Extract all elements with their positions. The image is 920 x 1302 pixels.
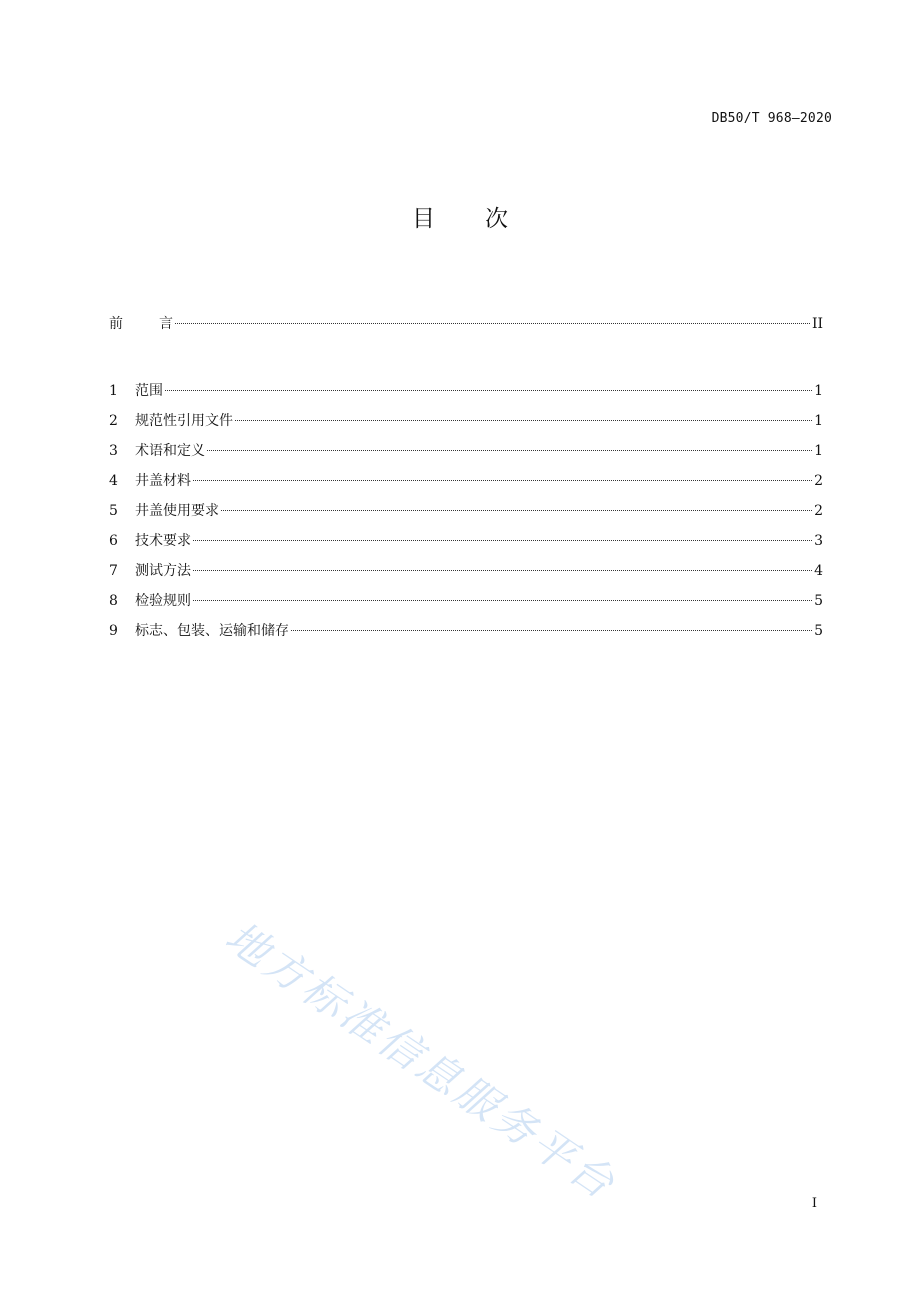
toc-entry[interactable] <box>109 381 823 401</box>
toc-entry-label: 术语和定义 <box>135 443 205 459</box>
toc-entry-number: 8 <box>109 593 118 609</box>
toc-entry-number: 6 <box>109 533 118 549</box>
toc-entry-page: 1 <box>814 443 823 459</box>
toc-title <box>0 200 920 233</box>
toc-entry-number: 9 <box>109 623 118 639</box>
toc-leader-dots <box>291 630 812 631</box>
toc-entry-number: 7 <box>109 563 118 579</box>
toc-leader-dots <box>175 323 810 324</box>
toc-entry[interactable] <box>109 591 823 611</box>
toc-entry-page: 5 <box>814 593 823 609</box>
toc-entry-label: 检验规则 <box>135 593 191 609</box>
toc-entry[interactable] <box>109 471 823 491</box>
toc-entry-page: 3 <box>814 533 823 549</box>
toc-entry-page: 2 <box>814 503 823 519</box>
toc-entry-label: 规范性引用文件 <box>135 413 233 429</box>
toc-leader-dots <box>193 480 812 481</box>
page-number: I <box>811 1196 817 1211</box>
toc-entry-label: 井盖材料 <box>135 473 191 489</box>
watermark: 地方标准信息服务平台 <box>216 911 626 1210</box>
toc-entry-number: 4 <box>109 473 118 489</box>
toc-entry-page: 5 <box>814 623 823 639</box>
toc-entry-label: 言 <box>159 316 173 332</box>
toc-entry-page: 4 <box>814 563 823 579</box>
toc-entry-label: 前 <box>109 316 123 332</box>
toc-entry-number: 5 <box>109 503 118 519</box>
toc-leader-dots <box>221 510 812 511</box>
toc-entry-number: 3 <box>109 443 118 459</box>
toc-entry-label: 标志、包装、运输和储存 <box>135 623 289 639</box>
toc-title-char-2: 次 <box>485 206 508 232</box>
document-code: DB50/T 968—2020 <box>711 111 832 126</box>
toc-entry-number: 2 <box>109 413 118 429</box>
toc-entry-label: 井盖使用要求 <box>135 503 219 519</box>
toc-leader-dots <box>165 390 812 391</box>
toc-leader-dots <box>193 600 812 601</box>
toc-entry-page: 2 <box>814 473 823 489</box>
toc-entry[interactable] <box>109 561 823 581</box>
toc-entry[interactable] <box>109 441 823 461</box>
toc-title-char-1: 目 <box>412 206 435 232</box>
toc-entry-page: 1 <box>814 413 823 429</box>
toc-entry-label: 测试方法 <box>135 563 191 579</box>
toc-entry[interactable] <box>109 501 823 521</box>
toc-entry-number: 1 <box>109 383 118 399</box>
toc-entry-page: II <box>811 316 823 332</box>
toc-leader-dots <box>235 420 812 421</box>
toc-entry[interactable] <box>109 411 823 431</box>
toc-entry-page: 1 <box>814 383 823 399</box>
toc-leader-dots <box>193 570 812 571</box>
toc-entry[interactable] <box>109 531 823 551</box>
toc-leader-dots <box>207 450 812 451</box>
toc-leader-dots <box>193 540 812 541</box>
toc-entry[interactable] <box>109 621 823 641</box>
toc-entry-foreword[interactable] <box>109 314 823 334</box>
toc-entry-label: 技术要求 <box>135 533 191 549</box>
toc-entry-label: 范围 <box>135 383 163 399</box>
